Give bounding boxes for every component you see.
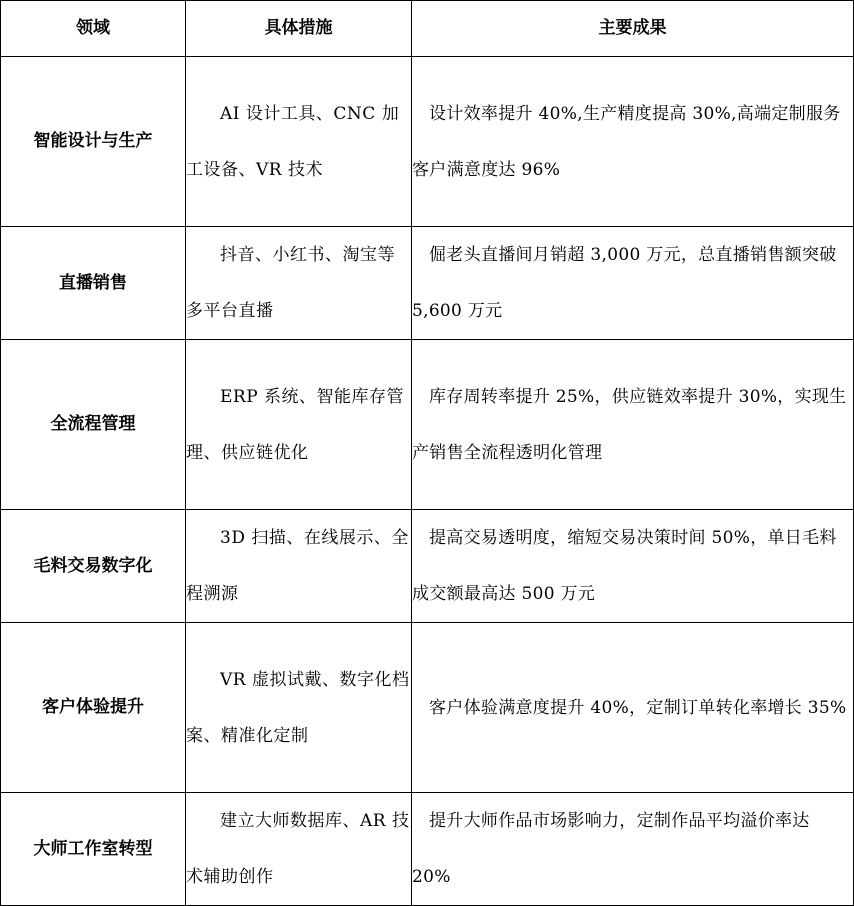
table-row [1,793,854,906]
field-cell: 直播销售 [1,227,186,340]
measures-text: 抖音、小红书、淘宝等多平台直播 [186,245,395,321]
measures-text: ERP 系统、智能库存管理、供应链优化 [186,386,405,463]
field-cell: 全流程管理 [1,340,186,510]
table-row [1,510,854,623]
measures-cell [186,793,412,906]
results-text: 客户体验满意度提升 40%，定制订单转化率增长 35% [429,697,847,718]
measures-cell [186,510,412,623]
field-cell: 大师工作室转型 [1,793,186,906]
results-cell [412,510,854,623]
field-cell: 毛料交易数字化 [1,510,186,623]
measures-text: 建立大师数据库、AR 技术辅助创作 [186,811,410,887]
results-text: 提升大师作品市场影响力，定制作品平均溢价率达 20% [412,811,810,887]
measures-cell [186,623,412,793]
field-cell: 客户体验提升 [1,623,186,793]
results-cell [412,340,854,510]
measures-text: 3D 扫描、在线展示、全程溯源 [186,528,409,604]
results-text: 设计效率提升 40%,生产精度提高 30%,高端定制服务客户满意度达 96% [412,103,841,180]
results-text: 库存周转率提升 25%，供应链效率提升 30%，实现生产销售全流程透明化管理 [412,386,847,463]
results-cell [412,793,854,906]
table-row [1,623,854,793]
header-measures: 具体措施 [186,1,412,57]
results-cell [412,623,854,793]
table-row [1,227,854,340]
measures-cell [186,57,412,227]
table-row [1,340,854,510]
measures-cell [186,340,412,510]
results-text: 提高交易透明度，缩短交易决策时间 50%，单日毛料成交额最高达 500 万元 [412,528,837,604]
header-field: 领域 [1,1,186,57]
measures-text: AI 设计工具、CNC 加工设备、VR 技术 [186,103,400,180]
table-row [1,57,854,227]
results-cell [412,227,854,340]
field-cell: 智能设计与生产 [1,57,186,227]
results-cell [412,57,854,227]
header-results: 主要成果 [412,1,854,57]
measures-cell [186,227,412,340]
results-text: 倔老头直播间月销超 3,000 万元，总直播销售额突破 5,600 万元 [412,245,837,321]
table-header-row [1,1,854,57]
measures-text: VR 虚拟试戴、数字化档案、精准化定制 [186,669,410,746]
